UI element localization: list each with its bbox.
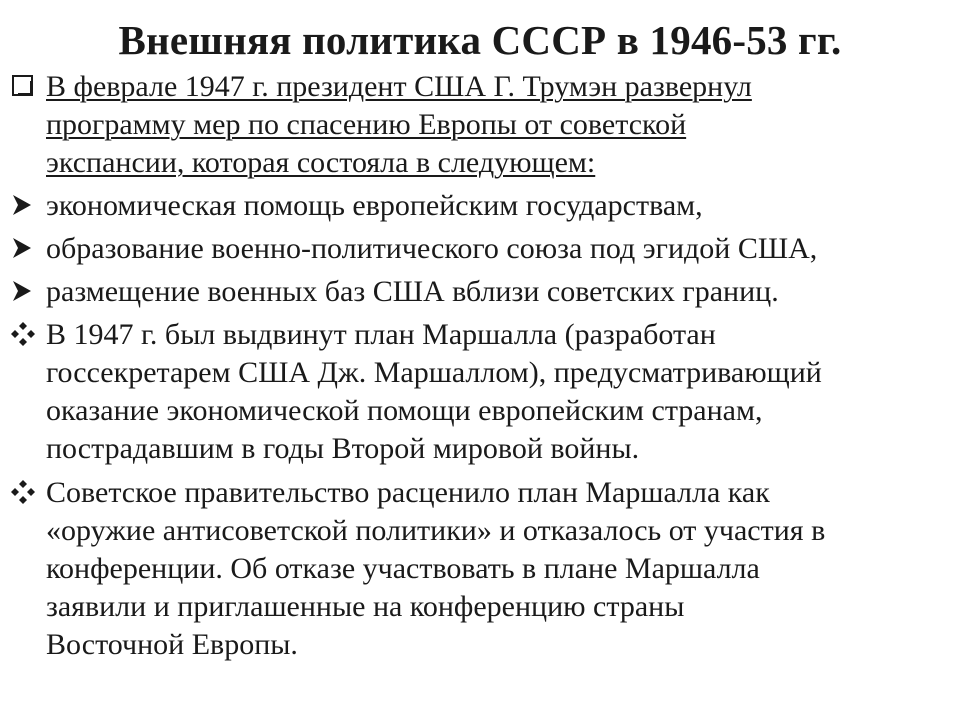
item-text	[46, 187, 955, 225]
text-line: оказание экономической помощи европейским странам,	[46, 394, 763, 427]
text-line: В 1947 г. был выдвинут план Маршалла (разработан	[46, 318, 716, 351]
checkbox-icon	[10, 68, 46, 106]
text-line: конференции. Об отказе участвовать в плане Маршалла	[46, 552, 760, 585]
diamond-cluster-icon	[10, 316, 46, 354]
text-line: Советское правительство расценило план Маршалла как	[46, 476, 770, 509]
list-item-marshall-plan	[10, 316, 955, 468]
list-item-military-union	[10, 230, 955, 268]
arrowhead-icon	[10, 230, 46, 268]
text-line: образование военно-политического союза под эгидой США,	[46, 232, 818, 265]
bullet-list	[10, 68, 955, 664]
text-line: Восточной Европы.	[46, 628, 298, 661]
item-text	[46, 230, 955, 268]
text-line: размещение военных баз США вблизи советских границ.	[46, 275, 779, 308]
text-line: экспансии, которая состояла в следующем:	[46, 146, 596, 179]
arrowhead-icon	[10, 273, 46, 311]
item-text	[46, 68, 955, 182]
item-text	[46, 474, 955, 664]
text-line: заявили и приглашенные на конференцию страны	[46, 590, 685, 623]
slide-title: Внешняя политика СССР в 1946-53 гг.	[118, 17, 842, 63]
list-item-military-bases	[10, 273, 955, 311]
text-line: госсекретарем США Дж. Маршаллом), предусматривающий	[46, 356, 822, 389]
text-line: программу мер по спасению Европы от советской	[46, 108, 687, 141]
text-line: «оружие антисоветской политики» и отказалось от участия в	[46, 514, 826, 547]
item-text	[46, 273, 955, 311]
arrowhead-icon	[10, 187, 46, 225]
text-line: В феврале 1947 г. президент США Г. Трумэн развернул	[46, 70, 752, 103]
item-text	[46, 316, 955, 468]
list-item-economic-aid	[10, 187, 955, 225]
list-item-truman-program	[10, 68, 955, 182]
list-item-soviet-refusal	[10, 474, 955, 664]
text-line: экономическая помощь европейским государствам,	[46, 189, 703, 222]
text-line: пострадавшим в годы Второй мировой войны.	[46, 432, 640, 465]
diamond-cluster-icon	[10, 474, 46, 512]
